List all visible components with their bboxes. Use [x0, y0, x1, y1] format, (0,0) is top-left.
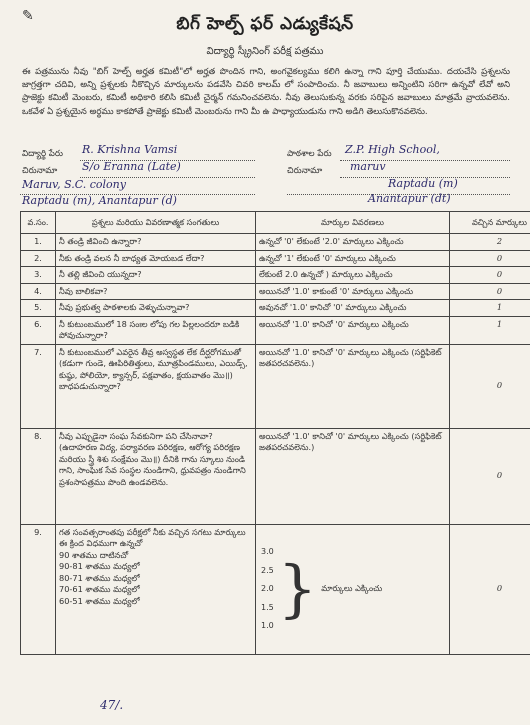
header-marks: వచ్చిన మార్కులు	[450, 212, 530, 234]
grade-range: 90-81 శాతము మధ్యలో	[59, 561, 140, 571]
table-row	[21, 250, 530, 267]
row-number: 4.	[21, 283, 56, 300]
row-question: నీవు ప్రభుత్వ పాఠశాలకు వెళ్ళుచున్నావా?	[56, 300, 256, 317]
row-criteria: అయినచో '1.0' కానిచో '0' మార్కులు ఎక్కించు	[256, 316, 450, 344]
table-row	[21, 283, 530, 300]
points-value: 1.5	[261, 602, 274, 612]
row-mark: 1	[450, 316, 530, 344]
grade-range: 80-71 శాతము మధ్యలో	[59, 572, 140, 583]
grade-range: 90 శాతము దాటినచో	[59, 549, 129, 560]
scribble-mark: ✎	[22, 8, 34, 24]
row-number: 3.	[21, 267, 56, 284]
school-address-line-2: Raptadu (m)	[388, 177, 458, 190]
row-mark: 2	[450, 234, 530, 251]
row-mark: 0	[450, 428, 530, 524]
row-number: 7.	[21, 344, 56, 428]
row-question: నీ కుటుంబములో ఎవరైన తీవ్ర అస్వస్థత లేక దీర్ఘరోగముతో (కడుగా గుండె, ఊపిరితిత్తులు, మూత్రపిండములు, ఎయిడ్స్, కుష్ఠు, పోలియో, క్యాన్సర్, పక్షవాతం, క్షయవాతం మొ॥) బాధపడుచున్నారా?	[56, 344, 256, 428]
row-mark: 1	[450, 300, 530, 317]
table-row	[21, 267, 530, 284]
points-value: 3.0	[261, 547, 274, 557]
row-criteria: అయినచో '1.0' కానిచో '0' మార్కులు ఎక్కించు (సర్టిఫికెట్ జతపరచవలెను.)	[256, 344, 450, 428]
points-scale	[259, 546, 446, 632]
points-value: 2.5	[261, 565, 274, 575]
form-title: బిగ్ హెల్ప్ ఫర్ ఎడ్యుకేషన్	[176, 14, 354, 34]
table-row	[21, 300, 530, 317]
row-mark: 0	[450, 283, 530, 300]
address-line-1: S/o Eranna (Late)	[82, 160, 181, 173]
student-name-label: విద్యార్థి పేరు	[22, 149, 63, 159]
header-question: ప్రశ్నలు మరియు వివరణాత్మక సంగతులు	[56, 212, 256, 234]
brace-symbol: }	[277, 552, 318, 625]
row-question: నీ తండ్రి జీవించి ఉన్నారా?	[56, 234, 256, 251]
row-criteria-scale	[256, 524, 450, 654]
row-criteria: లేకుంటే 2.0 ఉన్నచో ) మార్కులు ఎక్కించు	[256, 267, 450, 284]
footer-handwritten-number: 47/.	[100, 698, 124, 712]
row-number: 1.	[21, 234, 56, 251]
row-question: గత సంవత్సరాంతపు పరీక్షలో నీకు వచ్చిన సగటు మార్కులు ఈ క్రింద విధముగా ఉన్నచో	[59, 526, 246, 548]
row-number: 9.	[21, 524, 56, 654]
row-criteria: ఉన్నచో '1' లేకుంటే '0' మార్కులు ఎక్కించు	[256, 250, 450, 267]
table-row	[21, 316, 530, 344]
row-mark: 0	[450, 344, 530, 428]
header-criteria: మార్కుల వివరణలు	[256, 212, 450, 234]
form-subtitle: విద్యార్థి స్క్రీనింగ్ పరీక్ష పత్రము	[206, 46, 324, 57]
grade-range: 70-61 శాతము మధ్యలో	[59, 584, 140, 594]
row-question-grades	[56, 524, 256, 654]
school-name-label: పాఠశాల పేరు	[287, 149, 332, 159]
address-line-2: Maruv, S.C. colony	[22, 178, 126, 191]
row-criteria: ఉన్నచో '0' లేకుంటే '2.0' మార్కులు ఎక్కించు	[256, 234, 450, 251]
row-mark: 0	[450, 250, 530, 267]
table-header-row	[21, 212, 530, 234]
header-sno: వ.సం.	[21, 212, 56, 234]
row-question: నీవు బాలికవా?	[56, 283, 256, 300]
row-mark: 0	[450, 524, 530, 654]
row-number: 5.	[21, 300, 56, 317]
row-criteria: అయినచో '1.0' కానిచో '0' మార్కులు ఎక్కించు (సర్టిఫికెట్ జతపరచవలెను.)	[256, 428, 450, 524]
points-list	[261, 546, 274, 632]
table-row	[21, 428, 530, 524]
school-address-line-3: Anantapur (dt)	[368, 192, 451, 205]
row-question: నీ తల్లి జీవించి యున్నదా?	[56, 267, 256, 284]
row-question: నీ కుటుంబములో 18 సంఃల లోపు గల పిల్లలందరూ బడికి పోవుచున్నారా?	[56, 316, 256, 344]
row-question: నీవు ఎప్పుడైనా సంఘ సేవకునిగా పని చేసినావా? (ఉదాహరణ విద్య, పర్యావరణ పరిరక్షణ, ఆరోగ్య పరిరక్షణ మరియు స్త్రీ శిశు సంక్షేమం మొ॥) దీనికి గాను స్కూలు నుండి గాని, సాంఘిక సేవ సంస్థల నుండిగాని, ధ్రువపత్రం నుండిగాని ప్రశంసాపత్రము పొంది ఉండవలెను.	[56, 428, 256, 524]
row-mark: 0	[450, 267, 530, 284]
school-name-value: Z.P. High School,	[345, 143, 440, 156]
row-number: 2.	[21, 250, 56, 267]
row-criteria: అయినచో '1.0' కాకుంటే '0' మార్కులు ఎక్కించు	[256, 283, 450, 300]
table-row	[21, 524, 530, 654]
school-address-label: చిరునామా	[287, 166, 323, 176]
points-value: 2.0	[261, 584, 274, 594]
address-label: చిరునామా	[22, 166, 58, 176]
table-row	[21, 234, 530, 251]
row-number: 6.	[21, 316, 56, 344]
screening-table	[20, 211, 530, 655]
row-criteria: అవునచో '1.0' కానిచో '0' మార్కులు ఎక్కించు	[256, 300, 450, 317]
school-address-line-1: maruv	[350, 160, 386, 173]
points-value: 1.0	[261, 621, 274, 631]
instructions-paragraph: ఈ పత్రమును నీవు "బిగ్ హెల్ప్ అర్హత కమిటీ"లో అర్హత పొందిన గాని, అంగవైకల్యము కలిగి ఉన్నా గాని పూర్తి చేయుము. దయచేసి ప్రశ్నలను జాగ్రత్తగా చదివి, అన్ని ప్రశ్నలకు నీకొచ్చిన మార్కులను పడవేసి చివరి కాలమ్ లో సంపాదించు. నీ జవాబులు అన్నింటిని సరిగా ఉన్నవో లేవో అని ప్రాజెక్టు కమిటీ మెంబరు, కమిటీ అధికారి కలిసి కమిటీ చైర్మన్ గమనించవలెను. నీవు తెలుసుకున్న వరకు సరిపైన జవాబులు మాత్రమే వ్రాయవలెను. ఒకవేళ ఏ ప్రశ్నయైన అర్థము కాకపోతే ప్రాజెక్టు కమిటీ మెంబరును గాని మీ ఉ పాధ్యాయుడును గాని అడిగి తెలుసుకొనవలెను.	[22, 67, 510, 117]
row-question: నీకు తండ్రి వలన నీ బాధ్యత మోయబడ లేదా?	[56, 250, 256, 267]
row-criteria: మార్కులు ఎక్కించు	[321, 583, 383, 594]
student-name-value: R. Krishna Vamsi	[82, 143, 178, 156]
grade-range: 60-51 శాతము మధ్యలో	[59, 595, 140, 606]
row-number: 8.	[21, 428, 56, 524]
table-row	[21, 344, 530, 428]
address-line-3: Raptadu (m), Anantapur (d)	[22, 194, 177, 207]
